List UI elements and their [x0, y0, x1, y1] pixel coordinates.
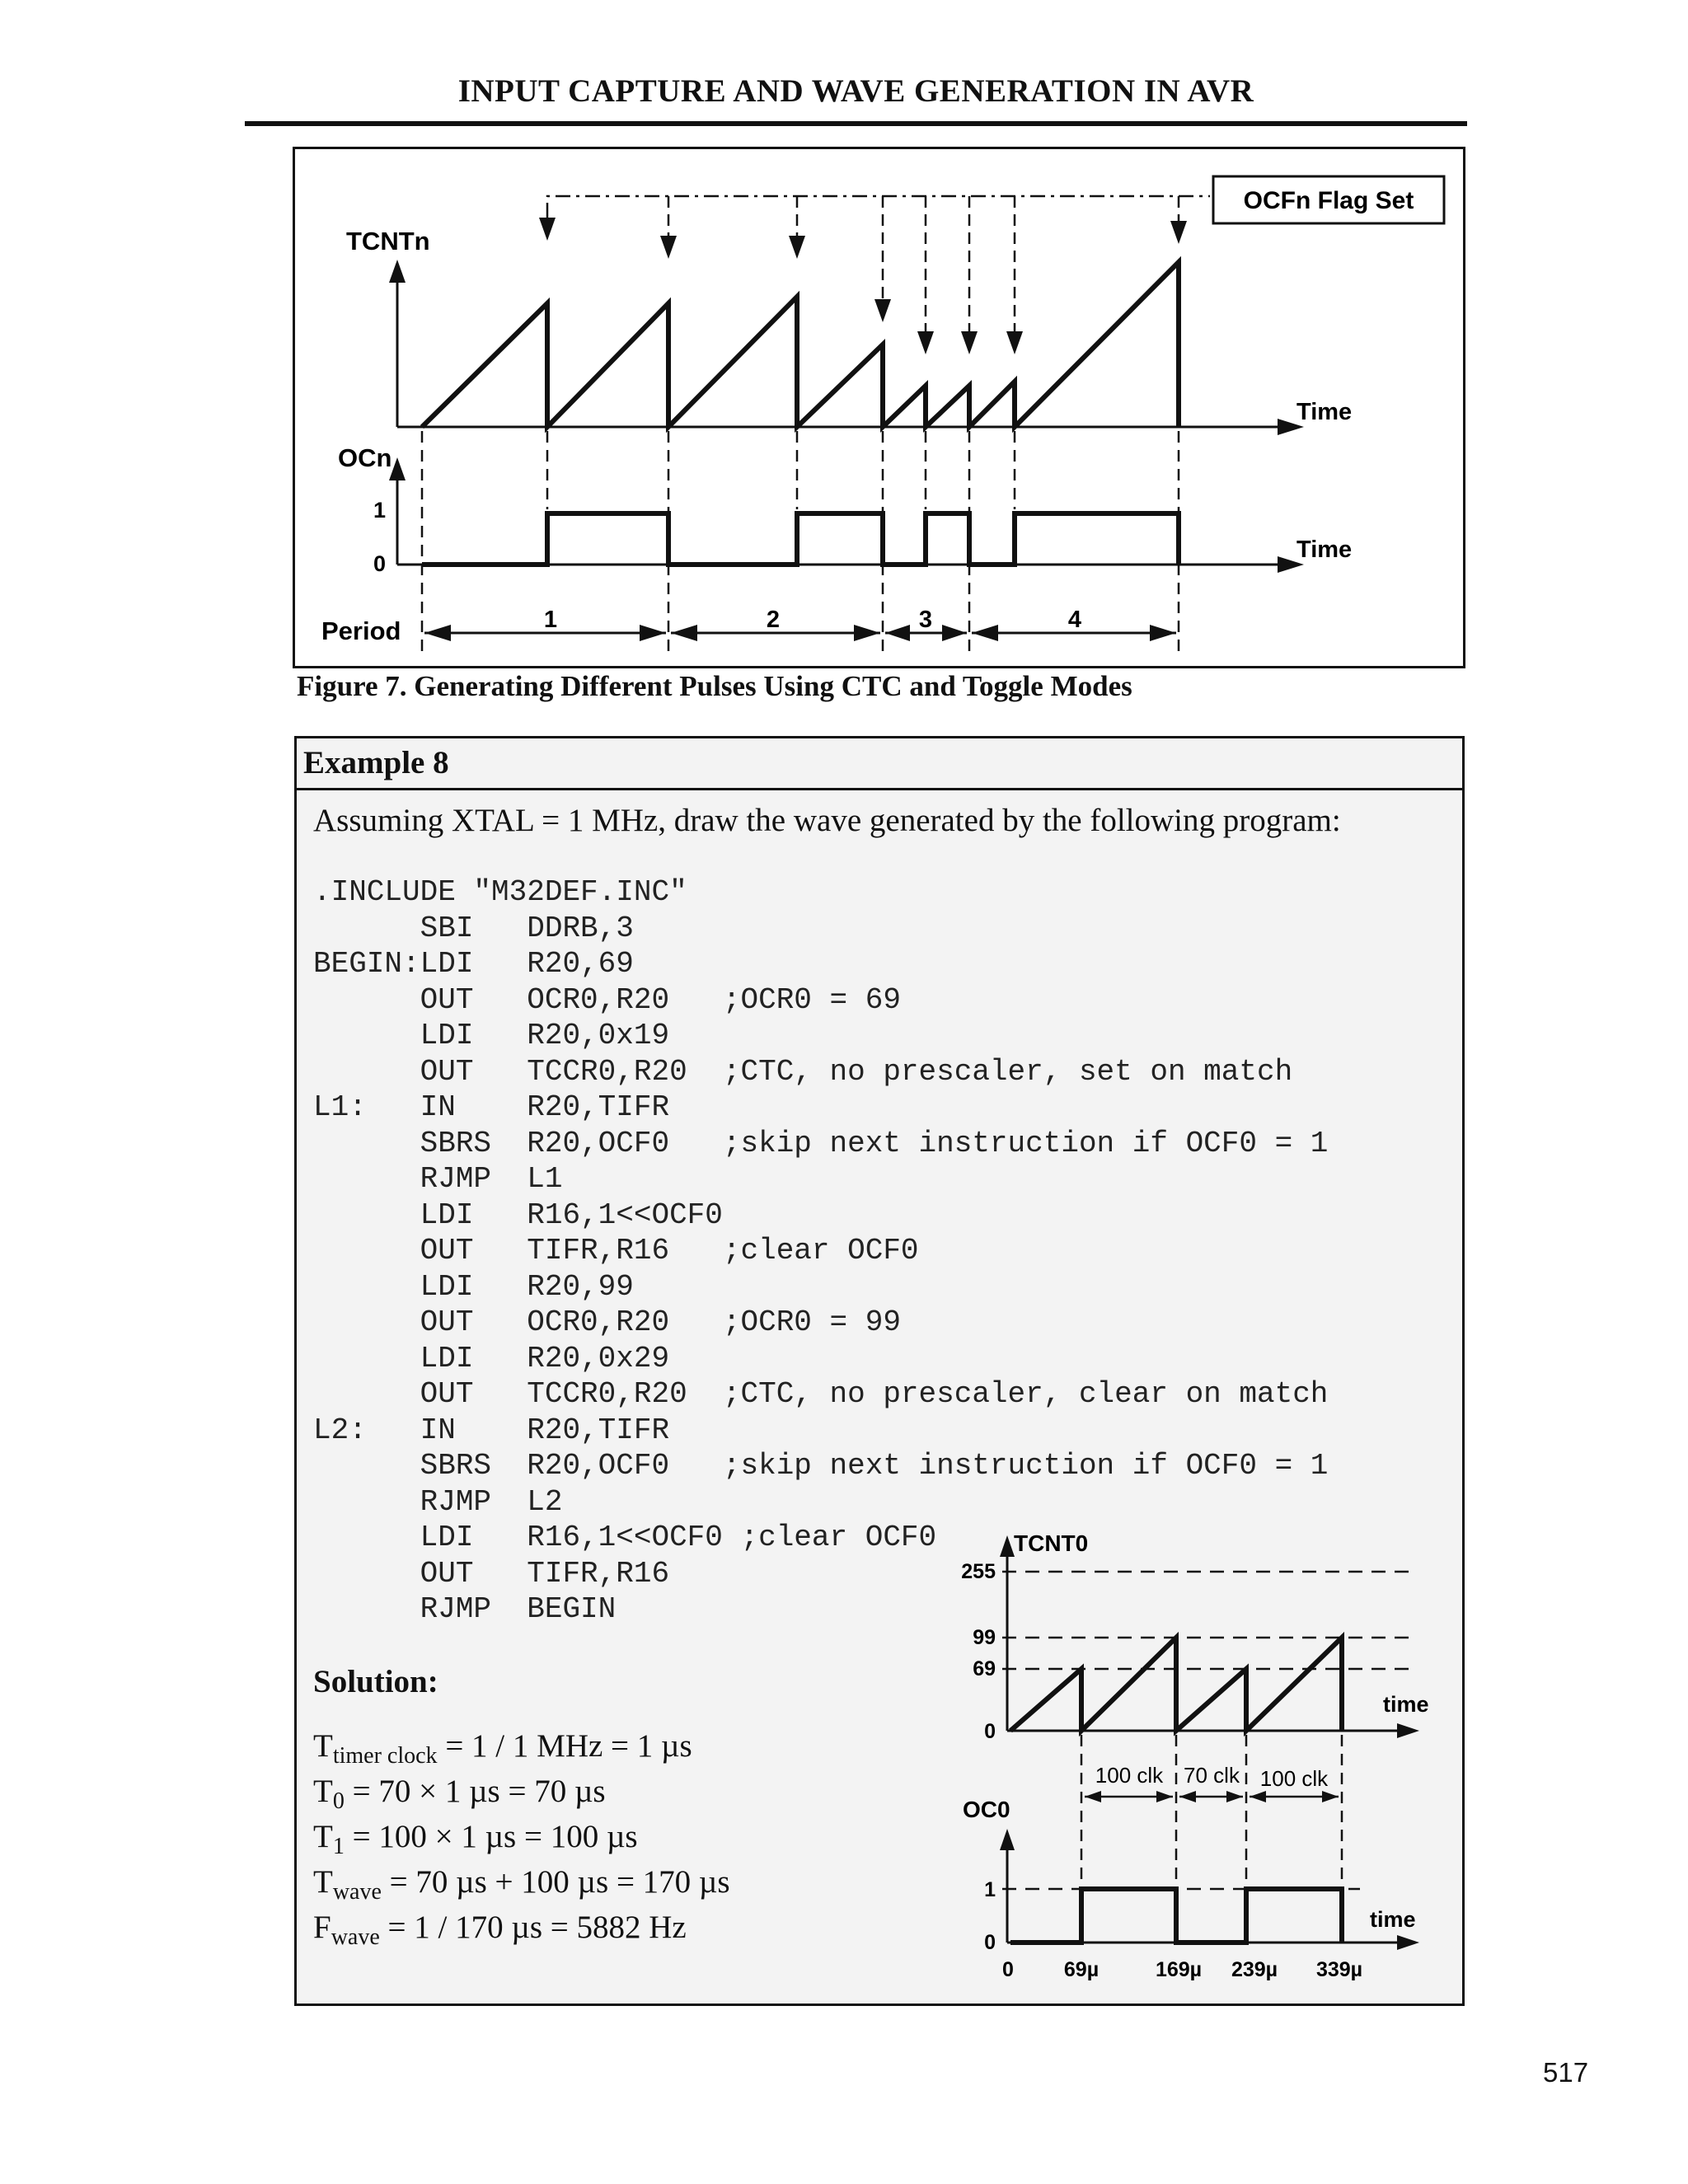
solution-line-t0: $T_0 = 70 \times 1$ µs = 70 µs — [313, 1774, 606, 1814]
interval-arrows — [1085, 1791, 1339, 1802]
page-header: INPUT CAPTURE AND WAVE GENERATION IN AVR — [457, 73, 1254, 109]
x-tick-0: 0 — [1002, 1958, 1014, 1981]
tcnt0-time-label: time — [1383, 1692, 1429, 1717]
solution-line-timer-clock: $T_{timer clock} = 1 / 1$ MHz = 1 µs — [313, 1728, 692, 1769]
solution-line-twave: $T_{wave} = 70$ µs + 100 µs = 170 µs — [313, 1864, 730, 1905]
period-label: Period — [321, 616, 401, 645]
header-rule — [245, 121, 1467, 126]
time-label-top: Time — [1296, 399, 1353, 425]
solution-line-fwave: $F_{wave} = 1 / 170$ µs = 5882 Hz — [313, 1910, 687, 1950]
interval-label-3: 100 clk — [1259, 1766, 1329, 1791]
period-number-1: 1 — [543, 607, 558, 633]
oc0-waveform — [1010, 1889, 1342, 1943]
ocn-level-one: 1 — [373, 498, 386, 523]
x-tick-69: 69µ — [1063, 1958, 1100, 1981]
x-tick-339: 339µ — [1315, 1958, 1363, 1981]
ocn-axis-label: OCn — [338, 443, 392, 472]
tcnt-axis-label: TCNTn — [346, 227, 430, 255]
assembly-code: .INCLUDE "M32DEF.INC" SBI DDRB,3 BEGIN:LDI R20,69 OUT OCR0,R20 ;OCR0 = 69 LDI R20,0x19 OUT TCCR0,R20 ;CTC, no prescaler, set on match L1: IN R20,TIFR SBRS R20,OCF0 ;skip next instruction if OCF0 = 1 RJMP L1 LDI R16,1<<OCF0 OUT TIFR,R16 ;clear OCF0 LDI R20,99 OUT OCR0,R20 ;OCR0 = 99 LDI R20,0x29 OUT TCCR0,R20 ;CTC, no prescaler, clear on match L2: IN R20,TIFR SBRS R20,OCF0 ;skip next instruction if OCF0 = 1 RJMP L2 LDI R16,1<<OCF0 ;clear OCF0 OUT TIFR,R16 RJMP BEGIN — [313, 875, 1329, 1626]
oc0-axis-label: OC0 — [963, 1797, 1010, 1822]
tcnt0-sawtooth — [1010, 1638, 1342, 1731]
example-8-wave-diagram — [948, 1521, 1451, 1986]
interval-label-1: 100 clk — [1095, 1763, 1164, 1788]
tcnt0-y-arrow — [1000, 1535, 1015, 1557]
tick-69: 69 — [973, 1657, 996, 1680]
tick-255: 255 — [961, 1560, 996, 1583]
oc0-x-arrow — [1397, 1935, 1419, 1950]
tick-99: 99 — [973, 1626, 996, 1649]
period-number-4: 4 — [1067, 607, 1082, 633]
example-title: Example 8 — [297, 738, 1462, 790]
period-number-2: 2 — [766, 607, 781, 633]
oc0-level-one: 1 — [984, 1878, 996, 1901]
oc0-time-label: time — [1370, 1907, 1416, 1932]
ocn-level-zero: 0 — [373, 551, 386, 576]
time-label-bottom: Time — [1296, 537, 1353, 563]
tcnt0-x-arrow — [1397, 1723, 1419, 1738]
figure-7-diagram — [293, 147, 1465, 668]
tcnt0-axis-label: TCNT0 — [1014, 1530, 1089, 1556]
oc0-level-zero: 0 — [984, 1931, 996, 1954]
solution-equations — [313, 1723, 730, 1950]
tick-0: 0 — [984, 1720, 996, 1743]
interval-label-2: 70 clk — [1184, 1763, 1240, 1788]
example-intro: Assuming XTAL = 1 MHz, draw the wave generated by the following program: — [313, 803, 1341, 838]
x-tick-239: 239µ — [1231, 1958, 1278, 1981]
figure-caption: Figure 7. Generating Different Pulses Using CTC and Toggle Modes — [297, 670, 1132, 702]
solution-line-t1: $T_1 = 100 \times 1$ µs = 100 µs — [313, 1819, 638, 1859]
page-number: 517 — [1543, 2057, 1589, 2088]
period-number-3: 3 — [918, 607, 933, 633]
edge-guides — [1081, 1735, 1342, 1883]
solution-title: Solution: — [313, 1664, 438, 1699]
x-tick-169: 169µ — [1155, 1958, 1203, 1981]
oc0-y-arrow — [1000, 1829, 1015, 1850]
flag-label: OCFn Flag Set — [1243, 187, 1414, 214]
